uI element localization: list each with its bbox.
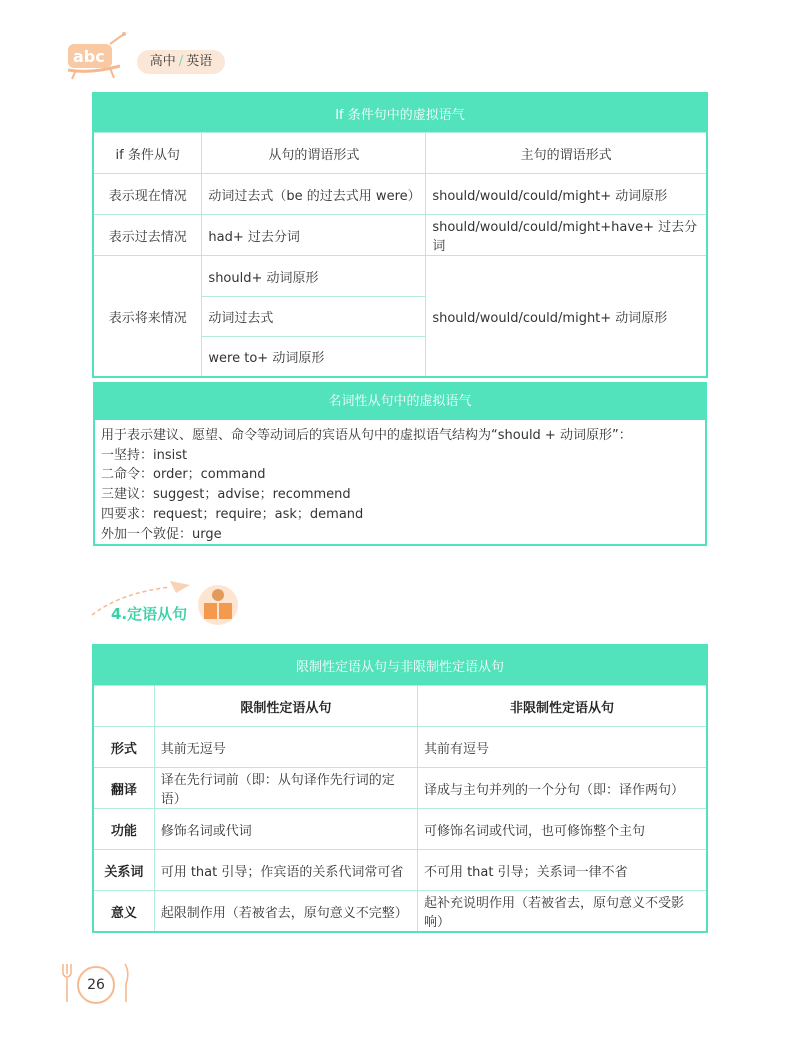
- row-present-main: should/would/could/might+ 动词原形: [426, 174, 707, 215]
- abc-logo-icon: [60, 30, 130, 80]
- noun-clause-box: [93, 382, 707, 546]
- noun-clause-line: 一坚持：insist: [101, 447, 188, 463]
- attr-row-restrictive: 起限制作用（若被省去，原句意义不完整）: [154, 891, 417, 932]
- if-col-header-1: if 条件从句: [94, 133, 202, 174]
- fork-icon: [62, 962, 72, 1004]
- if-conditional-table: [93, 93, 707, 377]
- row-past-main: should/would/could/might+have+ 过去分词: [426, 215, 707, 256]
- section-title: 4.定语从句: [111, 605, 188, 623]
- attr-row-nonrestrictive: 起补充说明作用（若被省去，原句意义不受影响）: [417, 891, 706, 932]
- noun-clause-line: 用于表示建议、愿望、命令等动词后的宾语从句中的虚拟语气结构为“should + 动词原形”：: [101, 428, 632, 443]
- table-row: [94, 850, 707, 891]
- row-present-label: 表示现在情况: [94, 174, 202, 215]
- table-row: [94, 809, 707, 850]
- row-future-clause-2: 动词过去式: [202, 297, 426, 337]
- noun-clause-body: [95, 420, 705, 544]
- if-col-header-2: 从句的谓语形式: [202, 133, 426, 174]
- attr-row-nonrestrictive: 可修饰名词或代词，也可修饰整个主句: [417, 809, 706, 850]
- attr-row-restrictive: 可用 that 引导；作宾语的关系代词常可省: [154, 850, 417, 891]
- table-row: [94, 727, 707, 768]
- if-col-header-3: 主句的谓语形式: [426, 133, 707, 174]
- attr-row-key: 关系词: [94, 850, 155, 891]
- table-row: [94, 891, 707, 932]
- subject-left: 高中: [149, 54, 176, 69]
- attr-row-nonrestrictive: 不可用 that 引导；关系词一律不省: [417, 850, 706, 891]
- if-table-title: If 条件句中的虚拟语气: [94, 94, 707, 133]
- logo-text: abc: [73, 47, 105, 66]
- attr-row-restrictive: 其前无逗号: [154, 727, 417, 768]
- attr-row-key: 形式: [94, 727, 155, 768]
- row-future-main: should/would/could/might+ 动词原形: [426, 256, 707, 377]
- row-present-clause: 动词过去式（be 的过去式用 were）: [202, 174, 426, 215]
- attr-row-nonrestrictive: 译成与主句并列的一个分句（即：译作两句）: [417, 768, 706, 809]
- attr-row-restrictive: 修饰名词或代词: [154, 809, 417, 850]
- row-past-clause: had+ 过去分词: [202, 215, 426, 256]
- slash-icon: /: [178, 54, 184, 69]
- knife-icon: [120, 962, 130, 1004]
- attributive-clause-table: [93, 645, 707, 932]
- attr-row-key: 意义: [94, 891, 155, 932]
- row-future-clause-3: were to+ 动词原形: [202, 337, 426, 377]
- attr-row-key: 功能: [94, 809, 155, 850]
- subject-right: 英语: [186, 54, 213, 69]
- noun-clause-title: 名词性从句中的虚拟语气: [95, 384, 705, 420]
- row-future-clause-1: should+ 动词原形: [202, 256, 426, 297]
- attr-col-header-restrictive: 限制性定语从句: [154, 686, 417, 727]
- attr-col-header-nonrestrictive: 非限制性定语从句: [417, 686, 706, 727]
- noun-clause-line: 四要求：request；require；ask；demand: [101, 506, 364, 522]
- noun-clause-line: 三建议：suggest；advise；recommend: [101, 487, 351, 503]
- attr-table-title: 限制性定语从句与非限制性定语从句: [94, 646, 707, 686]
- row-past-label: 表示过去情况: [94, 215, 202, 256]
- attr-row-nonrestrictive: 其前有逗号: [417, 727, 706, 768]
- attr-col-header-empty: [94, 686, 155, 727]
- row-future-label: 表示将来情况: [94, 256, 202, 377]
- attr-row-restrictive: 译在先行词前（即：从句译作先行词的定语）: [154, 768, 417, 809]
- noun-clause-line: 二命令：order；command: [101, 467, 266, 483]
- subject-pill: [137, 50, 225, 74]
- attr-row-key: 翻译: [94, 768, 155, 809]
- table-row: [94, 768, 707, 809]
- noun-clause-line: 外加一个敦促：urge: [101, 526, 222, 542]
- page-number: 26: [77, 966, 115, 1004]
